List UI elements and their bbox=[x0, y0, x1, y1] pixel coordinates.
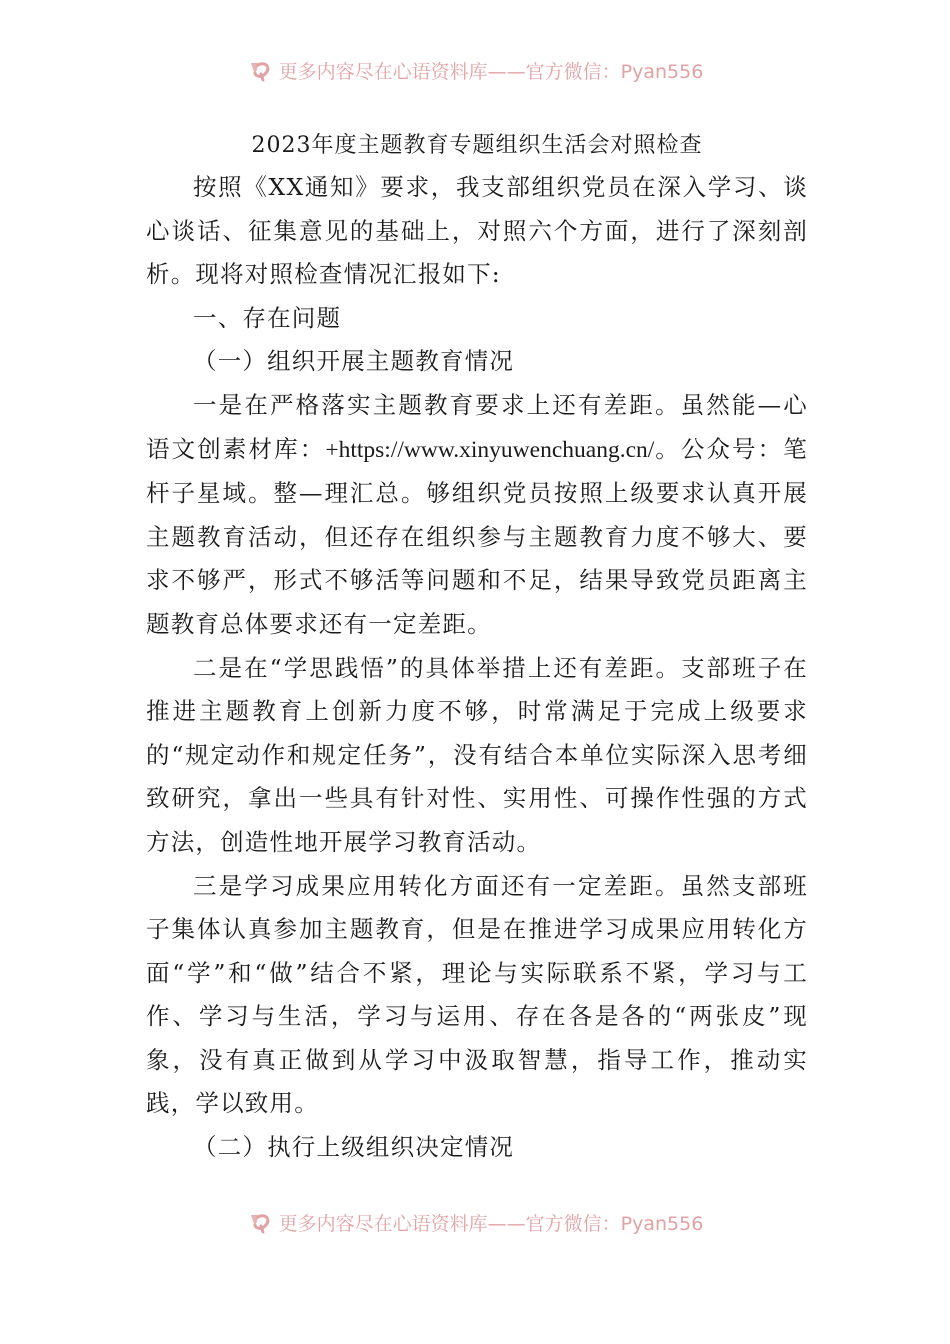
paragraph-1-part-b: 。公众号：笔杆子星域。整—理汇总。够组织党员按照上级要求认真开展主题教育活动，但还存在组织参与主题教育力度不够大、要求不够严，形式不够活等问题和不足，结果导致党员距离主题教育总体要求还有一定差距。 bbox=[146, 434, 808, 638]
watermark-logo-icon bbox=[247, 1209, 273, 1235]
paragraph-3: 三是学习成果应用转化方面还有一定差距。虽然支部班子集体认真参加主题教育，但是在推进学习成果应用转化方面“学”和“做”结合不紧，理论与实际联系不紧，学习与工作、学习与生活，学习与运用、存在各是各的“两张皮”现象，没有真正做到从学习中汲取智慧，指导工作，推动实践，学以致用。 bbox=[146, 871, 808, 1118]
intro-paragraph: 按照《XX通知》要求，我支部组织党员在深入学习、谈心谈话、征集意见的基础上，对照六个方面，进行了深刻剖析。现将对照检查情况汇报如下: bbox=[146, 173, 808, 289]
document-page bbox=[146, 126, 808, 1170]
watermark-text-top: 更多内容尽在心语资料库——官方微信：Pyan556 bbox=[278, 60, 704, 83]
watermark-banner-bottom bbox=[0, 1202, 950, 1242]
paragraph-2: 二是在“学思践悟”的具体举措上还有差距。支部班子在推进主题教育上创新力度不够，时常满足于完成上级要求的“规定动作和规定任务”，没有结合本单位实际深入思考细致研究，拿出一些具有针对性、实用性、可操作性强的方式方法，创造性地开展学习教育活动。 bbox=[146, 653, 808, 856]
paragraph-1 bbox=[146, 384, 808, 647]
paragraph-1-url[interactable]: +https://www.xinyuwenchuang.cn/ bbox=[325, 436, 655, 463]
watermark-logo-icon bbox=[247, 57, 273, 83]
paragraph-1-part-a: 一是在严格落实主题教育要求上还有差距。虽然能—心语文创素材库： bbox=[146, 390, 808, 463]
watermark-banner-top bbox=[0, 50, 950, 90]
subsection-heading-2: （二）执行上级组织决定情况 bbox=[193, 1133, 515, 1162]
document-title: 2023年度主题教育专题组织生活会对照检查 bbox=[251, 133, 703, 158]
section-heading-problems: 一、存在问题 bbox=[193, 303, 342, 332]
watermark-text-bottom: 更多内容尽在心语资料库——官方微信：Pyan556 bbox=[278, 1212, 704, 1235]
subsection-heading-1: （一）组织开展主题教育情况 bbox=[193, 347, 515, 376]
